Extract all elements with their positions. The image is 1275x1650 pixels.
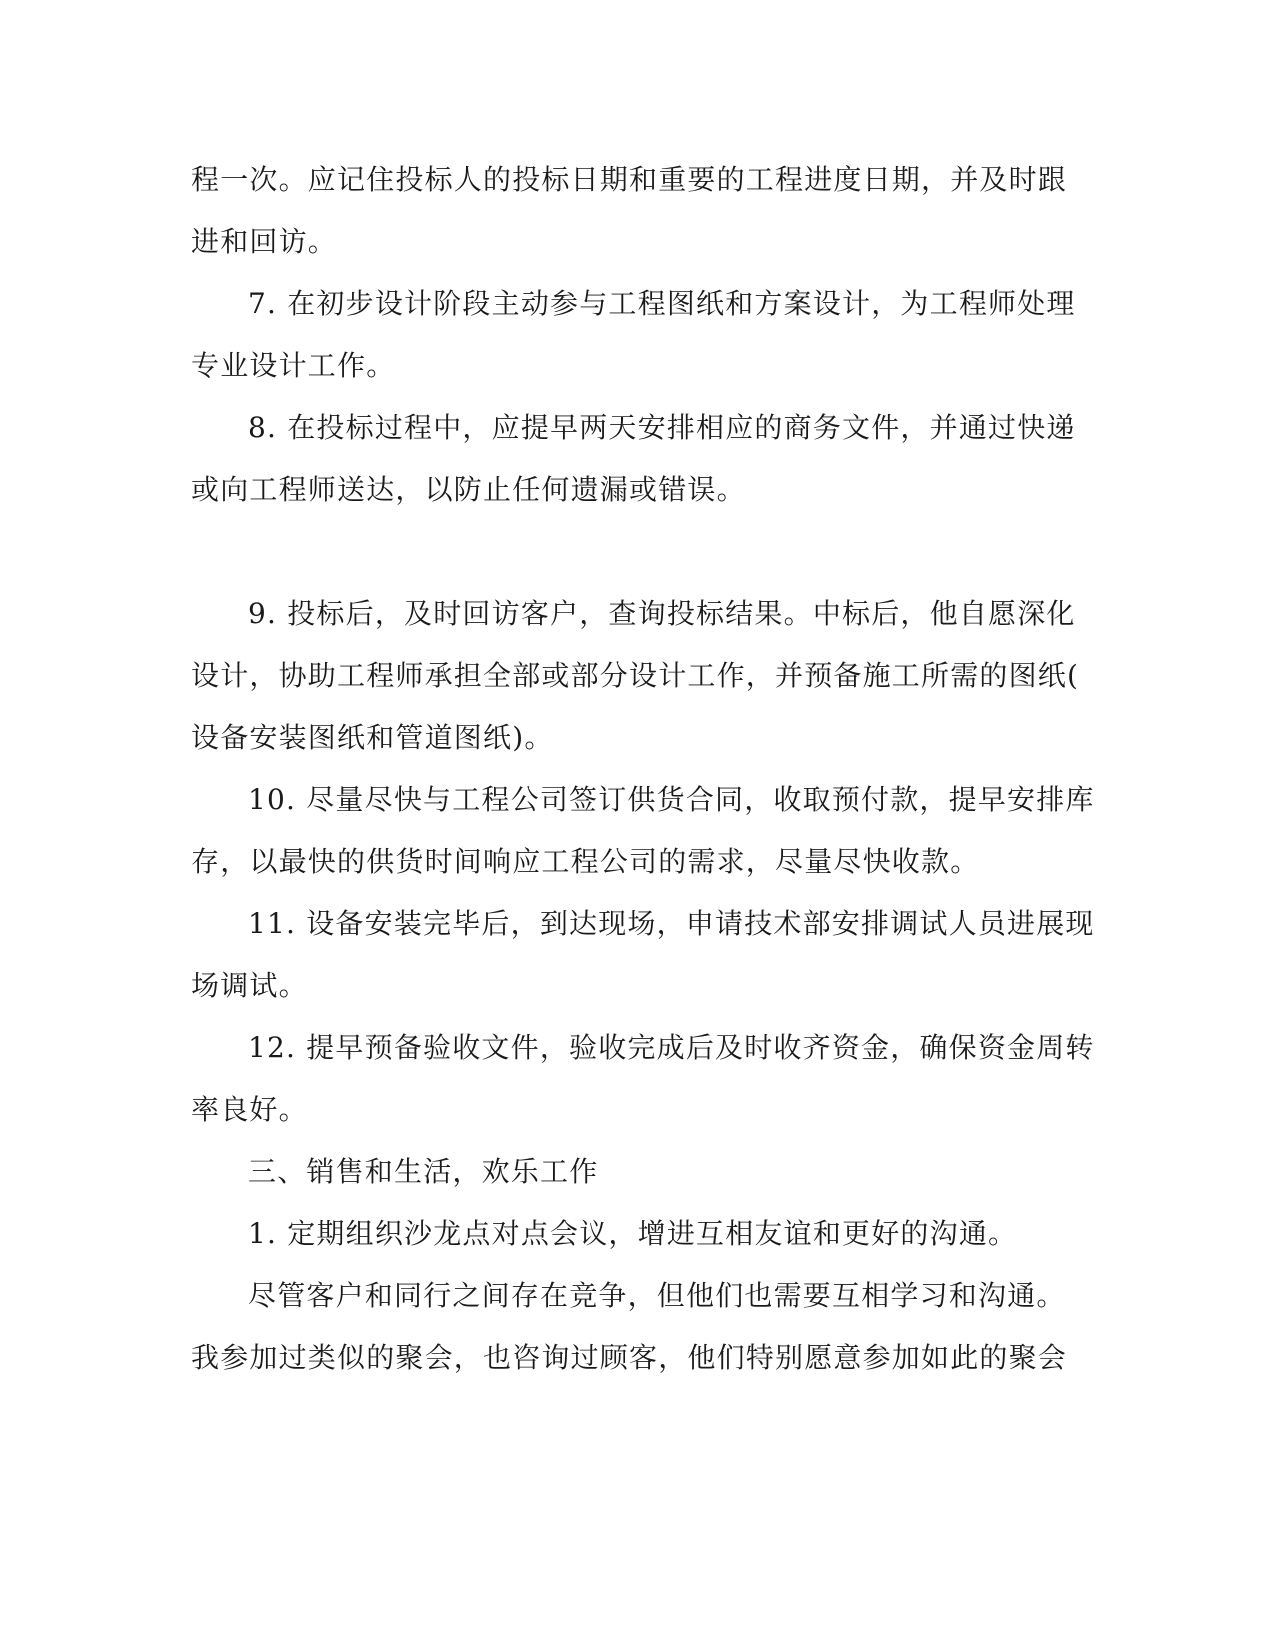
list-item-11: 11. 设备安装完毕后，到达现场，申请技术部安排调试人员进展现 (248, 907, 1095, 940)
text-line: 进和回访。 (191, 225, 338, 258)
text-line: 存，以最快的供货时间响应工程公司的需求，尽量尽快收款。 (191, 845, 980, 878)
list-item-12: 12. 提早预备验收文件，验收完成后及时收齐资金，确保资金周转 (248, 1031, 1095, 1064)
text-line: 设计，协助工程师承担全部或部分设计工作，并预备施工所需的图纸( (191, 659, 1080, 692)
list-item-7: 7. 在初步设计阶段主动参与工程图纸和方案设计，为工程师处理 (248, 287, 1076, 320)
text-line: 设备安装图纸和管道图纸)。 (191, 721, 554, 754)
text-line: 我参加过类似的聚会，也咨询过顾客，他们特别愿意参加如此的聚会 (191, 1341, 1068, 1374)
list-item-1: 1. 定期组织沙龙点对点会议，增进互相友谊和更好的沟通。 (248, 1217, 1018, 1250)
list-item-9: 9. 投标后，及时回访客户，查询投标结果。中标后，他自愿深化 (248, 597, 1076, 630)
text-line: 程一次。应记住投标人的投标日期和重要的工程进度日期，并及时跟 (191, 163, 1068, 196)
list-item-8: 8. 在投标过程中，应提早两天安排相应的商务文件，并通过快递 (248, 411, 1076, 444)
list-item-10: 10. 尽量尽快与工程公司签订供货合同，收取预付款，提早安排库 (248, 783, 1095, 816)
paragraph-line: 尽管客户和同行之间存在竞争，但他们也需要互相学习和沟通。 (248, 1279, 1066, 1312)
text-line: 专业设计工作。 (191, 349, 396, 382)
text-line: 场调试。 (191, 969, 308, 1002)
section-heading: 三、销售和生活，欢乐工作 (248, 1155, 599, 1188)
text-line: 或向工程师送达，以防止任何遗漏或错误。 (191, 473, 746, 506)
text-line: 率良好。 (191, 1093, 308, 1126)
